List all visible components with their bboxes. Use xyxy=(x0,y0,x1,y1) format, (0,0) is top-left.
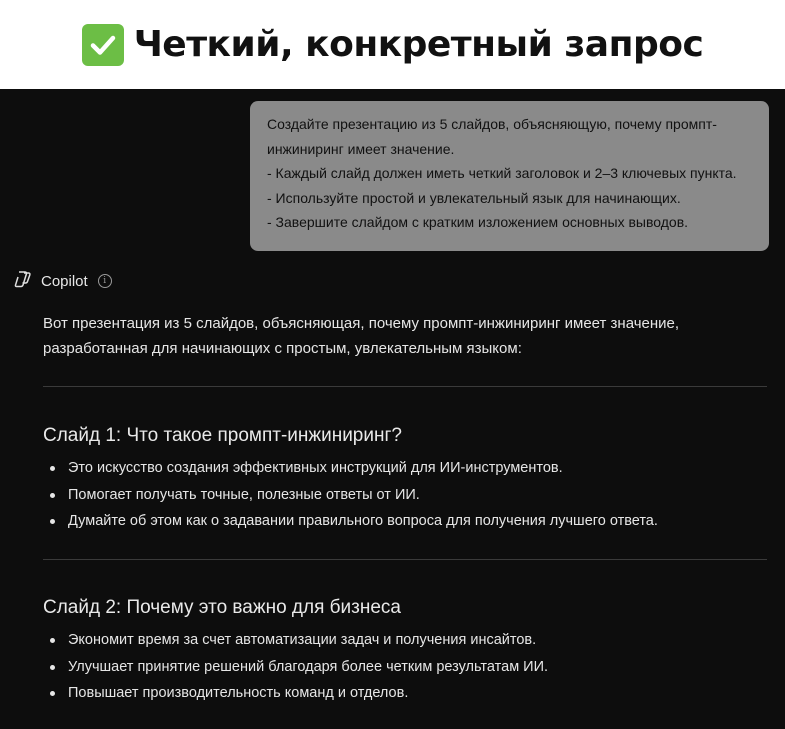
slide-title: Слайд 2: Почему это важно для бизнеса xyxy=(43,597,401,618)
slide-bullets xyxy=(50,627,548,707)
banner-title: Четкий, конкретный запрос xyxy=(133,24,704,65)
slide-bullets xyxy=(50,455,658,535)
copilot-logo-icon xyxy=(13,269,33,294)
bullet-item: Улучшает принятие решений благодаря более четким результатам ИИ. xyxy=(50,654,548,681)
bullet-item: Экономит время за счет автоматизации задач и получения инсайтов. xyxy=(50,627,548,654)
divider xyxy=(43,559,767,560)
user-message-line: инжиниринг имеет значение. xyxy=(267,140,455,157)
user-message-line: - Используйте простой и увлекательный язык для начинающих. xyxy=(267,189,681,206)
intro-line: разработанная для начинающих с простым, увлекательным языком: xyxy=(43,340,522,357)
user-message-line: - Каждый слайд должен иметь четкий заголовок и 2–3 ключевых пункта. xyxy=(267,165,737,182)
info-icon[interactable]: i xyxy=(98,274,112,288)
intro-line: Вот презентация из 5 слайдов, объясняющая, почему промпт-инжиниринг имеет значение, xyxy=(43,315,680,332)
bullet-item: Повышает производительность команд и отделов. xyxy=(50,680,548,707)
assistant-name: Copilot xyxy=(41,272,88,290)
slide-title: Слайд 1: Что такое промпт-инжиниринг? xyxy=(43,425,402,446)
assistant-header xyxy=(13,271,112,291)
divider xyxy=(43,386,767,387)
check-mark-icon xyxy=(82,24,124,66)
bullet-item: Думайте об этом как о задавании правильного вопроса для получения лучшего ответа. xyxy=(50,508,658,535)
assistant-intro xyxy=(43,311,743,361)
bullet-item: Помогает получать точные, полезные ответы от ИИ. xyxy=(50,482,658,509)
chat-area xyxy=(0,89,785,729)
bullet-item: Это искусство создания эффективных инструкций для ИИ-инструментов. xyxy=(50,455,658,482)
user-message-line: - Завершите слайдом с кратким изложением основных выводов. xyxy=(267,214,689,231)
banner xyxy=(0,0,785,89)
user-message-line: Создайте презентацию из 5 слайдов, объясняющую, почему промпт- xyxy=(267,116,717,132)
user-message-bubble xyxy=(250,101,769,251)
